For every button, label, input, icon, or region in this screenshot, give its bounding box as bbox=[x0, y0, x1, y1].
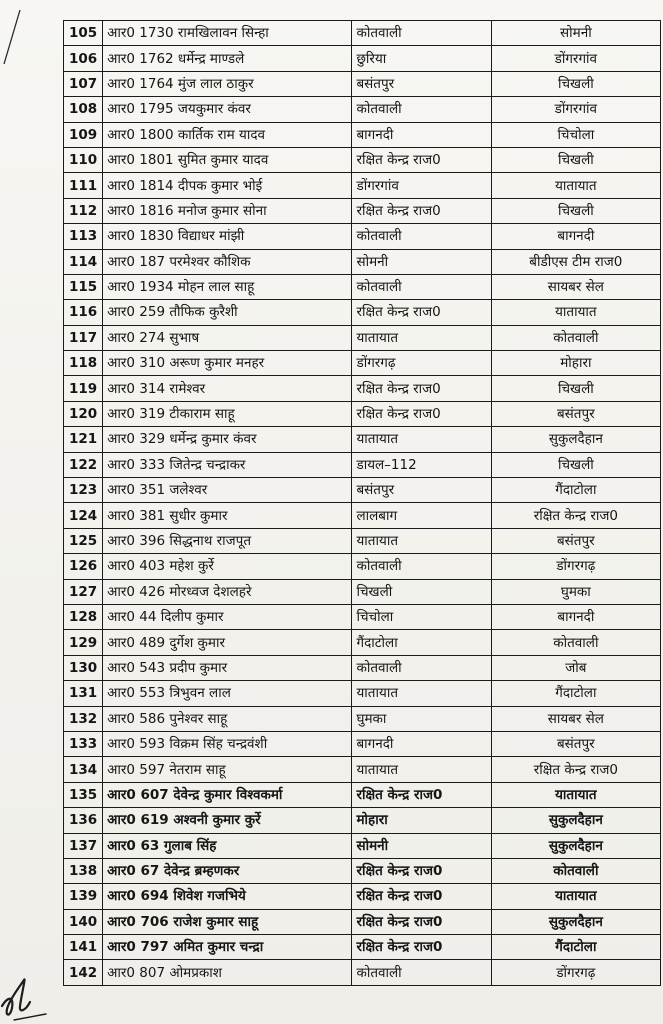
serial-number-cell: 131 bbox=[64, 681, 103, 706]
serial-number-cell: 140 bbox=[64, 909, 103, 934]
new-posting-cell: चिखली bbox=[491, 198, 660, 223]
employee-name-cell: आर0 1830 विद्याधर मांझी bbox=[103, 224, 352, 249]
current-posting-cell: घुमका bbox=[352, 706, 491, 731]
new-posting-cell: कोतवाली bbox=[491, 630, 660, 655]
employee-name-cell: आर0 381 सुधीर कुमार bbox=[103, 503, 352, 528]
serial-number-cell: 112 bbox=[64, 198, 103, 223]
employee-name-cell: आर0 619 अश्वनी कुमार कुर्रे bbox=[103, 808, 352, 833]
new-posting-cell: सुकुलदैहान bbox=[491, 909, 660, 934]
current-posting-cell: यातायात bbox=[352, 757, 491, 782]
new-posting-cell: चिखली bbox=[491, 376, 660, 401]
current-posting-cell: छुरिया bbox=[352, 46, 491, 71]
new-posting-cell: रक्षित केन्द्र राज0 bbox=[491, 757, 660, 782]
employee-name-cell: आर0 597 नेतराम साहू bbox=[103, 757, 352, 782]
current-posting-cell: बागनदी bbox=[352, 731, 491, 756]
serial-number-cell: 121 bbox=[64, 427, 103, 452]
serial-number-cell: 137 bbox=[64, 833, 103, 858]
current-posting-cell: यातायात bbox=[352, 528, 491, 553]
new-posting-cell: चिखली bbox=[491, 71, 660, 96]
new-posting-cell: बसंतपुर bbox=[491, 401, 660, 426]
table-row bbox=[64, 655, 661, 680]
employee-name-cell: आर0 1934 मोहन लाल साहू bbox=[103, 274, 352, 299]
serial-number-cell: 107 bbox=[64, 71, 103, 96]
serial-number-cell: 136 bbox=[64, 808, 103, 833]
serial-number-cell: 117 bbox=[64, 325, 103, 350]
employee-name-cell: आर0 329 धर्मेन्द्र कुमार कंवर bbox=[103, 427, 352, 452]
current-posting-cell: रक्षित केन्द्र राज0 bbox=[352, 909, 491, 934]
new-posting-cell: सायबर सेल bbox=[491, 274, 660, 299]
current-posting-cell: बसंतपुर bbox=[352, 478, 491, 503]
serial-number-cell: 109 bbox=[64, 122, 103, 147]
serial-number-cell: 127 bbox=[64, 579, 103, 604]
new-posting-cell: गैंदाटोला bbox=[491, 478, 660, 503]
current-posting-cell: रक्षित केन्द्र राज0 bbox=[352, 884, 491, 909]
employee-name-cell: आर0 1816 मनोज कुमार सोना bbox=[103, 198, 352, 223]
table-row bbox=[64, 858, 661, 883]
employee-name-cell: आर0 607 देवेन्द्र कुमार विश्वकर्मा bbox=[103, 782, 352, 807]
employee-name-cell: आर0 314 रामेश्वर bbox=[103, 376, 352, 401]
serial-number-cell: 113 bbox=[64, 224, 103, 249]
employee-name-cell: आर0 67 देवेन्द्र ब्रम्हणकर bbox=[103, 858, 352, 883]
employee-name-cell: आर0 593 विक्रम सिंह चन्द्रवंशी bbox=[103, 731, 352, 756]
table-row bbox=[64, 427, 661, 452]
serial-number-cell: 129 bbox=[64, 630, 103, 655]
employee-name-cell: आर0 543 प्रदीप कुमार bbox=[103, 655, 352, 680]
table-row bbox=[64, 97, 661, 122]
employee-name-cell: आर0 310 अरूण कुमार मनहर bbox=[103, 351, 352, 376]
new-posting-cell: बसंतपुर bbox=[491, 731, 660, 756]
table-row bbox=[64, 503, 661, 528]
current-posting-cell: मोहारा bbox=[352, 808, 491, 833]
current-posting-cell: रक्षित केन्द्र राज0 bbox=[352, 147, 491, 172]
serial-number-cell: 124 bbox=[64, 503, 103, 528]
new-posting-cell: डोंगरगढ़ bbox=[491, 960, 660, 985]
current-posting-cell: रक्षित केन्द्र राज0 bbox=[352, 300, 491, 325]
table-row bbox=[64, 554, 661, 579]
table-row bbox=[64, 46, 661, 71]
serial-number-cell: 114 bbox=[64, 249, 103, 274]
employee-name-cell: आर0 1814 दीपक कुमार भोई bbox=[103, 173, 352, 198]
employee-name-cell: आर0 553 त्रिभुवन लाल bbox=[103, 681, 352, 706]
current-posting-cell: कोतवाली bbox=[352, 274, 491, 299]
employee-name-cell: आर0 259 तौफिक कुरैशी bbox=[103, 300, 352, 325]
current-posting-cell: सोमनी bbox=[352, 249, 491, 274]
table-row bbox=[64, 909, 661, 934]
new-posting-cell: गैंदाटोला bbox=[491, 935, 660, 960]
current-posting-cell: रक्षित केन्द्र राज0 bbox=[352, 935, 491, 960]
table-row bbox=[64, 757, 661, 782]
new-posting-cell: मोहारा bbox=[491, 351, 660, 376]
table-row bbox=[64, 300, 661, 325]
serial-number-cell: 134 bbox=[64, 757, 103, 782]
table-row bbox=[64, 198, 661, 223]
new-posting-cell: बीडीएस टीम राज0 bbox=[491, 249, 660, 274]
table-row bbox=[64, 224, 661, 249]
transfer-roster-table bbox=[63, 20, 661, 986]
employee-name-cell: आर0 187 परमेश्वर कौशिक bbox=[103, 249, 352, 274]
new-posting-cell: डोंगरगांव bbox=[491, 97, 660, 122]
current-posting-cell: रक्षित केन्द्र राज0 bbox=[352, 401, 491, 426]
new-posting-cell: यातायात bbox=[491, 300, 660, 325]
new-posting-cell: गैंदाटोला bbox=[491, 681, 660, 706]
table-row bbox=[64, 452, 661, 477]
employee-name-cell: आर0 1800 कार्तिक राम यादव bbox=[103, 122, 352, 147]
new-posting-cell: यातायात bbox=[491, 782, 660, 807]
table-row bbox=[64, 884, 661, 909]
current-posting-cell: चिखली bbox=[352, 579, 491, 604]
serial-number-cell: 126 bbox=[64, 554, 103, 579]
current-posting-cell: कोतवाली bbox=[352, 21, 491, 46]
employee-name-cell: आर0 586 पुनेश्वर साहू bbox=[103, 706, 352, 731]
new-posting-cell: डोंगरगांव bbox=[491, 46, 660, 71]
serial-number-cell: 133 bbox=[64, 731, 103, 756]
serial-number-cell: 119 bbox=[64, 376, 103, 401]
serial-number-cell: 139 bbox=[64, 884, 103, 909]
current-posting-cell: कोतवाली bbox=[352, 554, 491, 579]
current-posting-cell: कोतवाली bbox=[352, 655, 491, 680]
table-row bbox=[64, 173, 661, 198]
new-posting-cell: बसंतपुर bbox=[491, 528, 660, 553]
serial-number-cell: 111 bbox=[64, 173, 103, 198]
current-posting-cell: चिचोला bbox=[352, 604, 491, 629]
table-row bbox=[64, 274, 661, 299]
new-posting-cell: कोतवाली bbox=[491, 858, 660, 883]
serial-number-cell: 128 bbox=[64, 604, 103, 629]
table-row bbox=[64, 376, 661, 401]
table-row bbox=[64, 147, 661, 172]
table-row bbox=[64, 808, 661, 833]
table-row bbox=[64, 478, 661, 503]
current-posting-cell: कोतवाली bbox=[352, 224, 491, 249]
current-posting-cell: यातायात bbox=[352, 427, 491, 452]
roster-body bbox=[64, 21, 661, 986]
new-posting-cell: डोंगरगढ़ bbox=[491, 554, 660, 579]
table-row bbox=[64, 21, 661, 46]
current-posting-cell: कोतवाली bbox=[352, 960, 491, 985]
table-row bbox=[64, 604, 661, 629]
table-row bbox=[64, 528, 661, 553]
employee-name-cell: आर0 351 जलेश्वर bbox=[103, 478, 352, 503]
table-row bbox=[64, 706, 661, 731]
new-posting-cell: चिचोला bbox=[491, 122, 660, 147]
new-posting-cell: सायबर सेल bbox=[491, 706, 660, 731]
employee-name-cell: आर0 807 ओमप्रकाश bbox=[103, 960, 352, 985]
employee-name-cell: आर0 489 दुर्गेश कुमार bbox=[103, 630, 352, 655]
serial-number-cell: 142 bbox=[64, 960, 103, 985]
employee-name-cell: आर0 426 मोरध्वज देशलहरे bbox=[103, 579, 352, 604]
current-posting-cell: रक्षित केन्द्र राज0 bbox=[352, 198, 491, 223]
table-row bbox=[64, 681, 661, 706]
new-posting-cell: यातायात bbox=[491, 173, 660, 198]
new-posting-cell: यातायात bbox=[491, 884, 660, 909]
serial-number-cell: 125 bbox=[64, 528, 103, 553]
serial-number-cell: 115 bbox=[64, 274, 103, 299]
current-posting-cell: बागनदी bbox=[352, 122, 491, 147]
serial-number-cell: 132 bbox=[64, 706, 103, 731]
employee-name-cell: आर0 1762 धर्मेन्द्र माण्डले bbox=[103, 46, 352, 71]
employee-name-cell: आर0 706 राजेश कुमार साहू bbox=[103, 909, 352, 934]
employee-name-cell: आर0 274 सुभाष bbox=[103, 325, 352, 350]
new-posting-cell: घुमका bbox=[491, 579, 660, 604]
employee-name-cell: आर0 694 शिवेश गजभिये bbox=[103, 884, 352, 909]
serial-number-cell: 130 bbox=[64, 655, 103, 680]
employee-name-cell: आर0 403 महेश कुर्रे bbox=[103, 554, 352, 579]
new-posting-cell: जोब bbox=[491, 655, 660, 680]
current-posting-cell: बसंतपुर bbox=[352, 71, 491, 96]
serial-number-cell: 106 bbox=[64, 46, 103, 71]
current-posting-cell: डायल–112 bbox=[352, 452, 491, 477]
table-row bbox=[64, 351, 661, 376]
serial-number-cell: 120 bbox=[64, 401, 103, 426]
new-posting-cell: सोमनी bbox=[491, 21, 660, 46]
current-posting-cell: कोतवाली bbox=[352, 97, 491, 122]
table-row bbox=[64, 401, 661, 426]
current-posting-cell: डोंगरगांव bbox=[352, 173, 491, 198]
serial-number-cell: 108 bbox=[64, 97, 103, 122]
table-row bbox=[64, 630, 661, 655]
employee-name-cell: आर0 396 सिद्धनाथ राजपूत bbox=[103, 528, 352, 553]
table-row bbox=[64, 325, 661, 350]
new-posting-cell: रक्षित केन्द्र राज0 bbox=[491, 503, 660, 528]
current-posting-cell: यातायात bbox=[352, 681, 491, 706]
serial-number-cell: 135 bbox=[64, 782, 103, 807]
current-posting-cell: लालबाग bbox=[352, 503, 491, 528]
employee-name-cell: आर0 1801 सुमित कुमार यादव bbox=[103, 147, 352, 172]
serial-number-cell: 118 bbox=[64, 351, 103, 376]
current-posting-cell: डोंगरगढ़ bbox=[352, 351, 491, 376]
table-row bbox=[64, 579, 661, 604]
employee-name-cell: आर0 1730 रामखिलावन सिन्हा bbox=[103, 21, 352, 46]
table-row bbox=[64, 71, 661, 96]
table-row bbox=[64, 249, 661, 274]
employee-name-cell: आर0 797 अमित कुमार चन्द्रा bbox=[103, 935, 352, 960]
serial-number-cell: 122 bbox=[64, 452, 103, 477]
new-posting-cell: बागनदी bbox=[491, 224, 660, 249]
table-row bbox=[64, 731, 661, 756]
current-posting-cell: रक्षित केन्द्र राज0 bbox=[352, 858, 491, 883]
new-posting-cell: सुकुलदैहान bbox=[491, 808, 660, 833]
new-posting-cell: सुकुलदैहान bbox=[491, 833, 660, 858]
current-posting-cell: गैंदाटोला bbox=[352, 630, 491, 655]
pen-stroke-mark bbox=[0, 8, 22, 66]
employee-name-cell: आर0 1795 जयकुमार कंवर bbox=[103, 97, 352, 122]
table-row bbox=[64, 782, 661, 807]
table-row bbox=[64, 122, 661, 147]
employee-name-cell: आर0 319 टीकाराम साहू bbox=[103, 401, 352, 426]
table-row bbox=[64, 833, 661, 858]
serial-number-cell: 116 bbox=[64, 300, 103, 325]
current-posting-cell: रक्षित केन्द्र राज0 bbox=[352, 782, 491, 807]
serial-number-cell: 105 bbox=[64, 21, 103, 46]
new-posting-cell: कोतवाली bbox=[491, 325, 660, 350]
new-posting-cell: चिखली bbox=[491, 452, 660, 477]
table-row bbox=[64, 935, 661, 960]
serial-number-cell: 138 bbox=[64, 858, 103, 883]
serial-number-cell: 110 bbox=[64, 147, 103, 172]
new-posting-cell: चिखली bbox=[491, 147, 660, 172]
current-posting-cell: यातायात bbox=[352, 325, 491, 350]
table-row bbox=[64, 960, 661, 985]
employee-name-cell: आर0 333 जितेन्द्र चन्द्राकर bbox=[103, 452, 352, 477]
current-posting-cell: सोमनी bbox=[352, 833, 491, 858]
employee-name-cell: आर0 44 दिलीप कुमार bbox=[103, 604, 352, 629]
current-posting-cell: रक्षित केन्द्र राज0 bbox=[352, 376, 491, 401]
serial-number-cell: 123 bbox=[64, 478, 103, 503]
serial-number-cell: 141 bbox=[64, 935, 103, 960]
new-posting-cell: बागनदी bbox=[491, 604, 660, 629]
new-posting-cell: सुकुलदैहान bbox=[491, 427, 660, 452]
handwritten-signature-mark bbox=[0, 966, 56, 1024]
employee-name-cell: आर0 1764 मुंज लाल ठाकुर bbox=[103, 71, 352, 96]
employee-name-cell: आर0 63 गुलाब सिंह bbox=[103, 833, 352, 858]
